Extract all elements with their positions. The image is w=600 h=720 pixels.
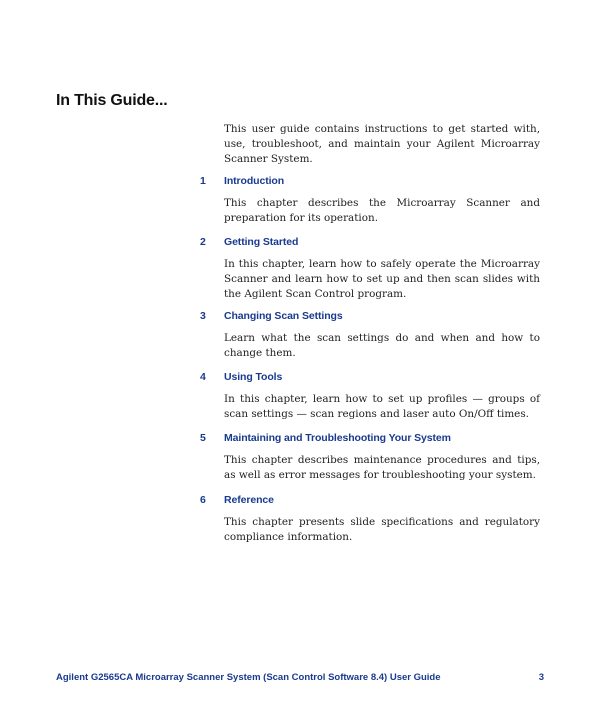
- page-title: In This Guide...: [56, 92, 168, 109]
- chapter-number: 3: [200, 310, 206, 322]
- chapter-title: Getting Started: [224, 236, 299, 248]
- chapter-number: 2: [200, 236, 206, 248]
- chapter-description: Learn what the scan settings do and when and how to change them.: [224, 332, 540, 359]
- chapter-description: In this chapter, learn how to set up profiles — groups of scan settings — scan regions and laser auto On/Off times.: [224, 393, 540, 420]
- footer-page-number: 3: [538, 672, 544, 683]
- chapter-title: Changing Scan Settings: [224, 310, 343, 322]
- chapter-number: 4: [200, 371, 206, 383]
- chapter-description: This chapter describes maintenance procedures and tips, as well as error messages for troubleshooting your system.: [224, 454, 540, 481]
- chapter-description: This chapter describes the Microarray Scanner and preparation for its operation.: [224, 197, 540, 224]
- chapter-number: 1: [200, 175, 206, 187]
- footer-document-title: Agilent G2565CA Microarray Scanner System (Scan Control Software 8.4) User Guide: [56, 672, 441, 683]
- chapter-number: 6: [200, 494, 206, 506]
- chapter-title: Using Tools: [224, 371, 283, 383]
- chapter-title: Maintaining and Troubleshooting Your System: [224, 432, 451, 444]
- chapter-description: In this chapter, learn how to safely operate the Microarray Scanner and learn how to set up and then scan slides with the Agilent Scan Control program.: [224, 258, 540, 300]
- intro-paragraph: This user guide contains instructions to get started with, use, troubleshoot, and maintain your Agilent Microarray Scanner System.: [224, 123, 540, 165]
- chapter-number: 5: [200, 432, 206, 444]
- chapter-description: This chapter presents slide specifications and regulatory compliance information.: [224, 516, 540, 543]
- chapter-title: Reference: [224, 494, 274, 506]
- chapter-title: Introduction: [224, 175, 285, 187]
